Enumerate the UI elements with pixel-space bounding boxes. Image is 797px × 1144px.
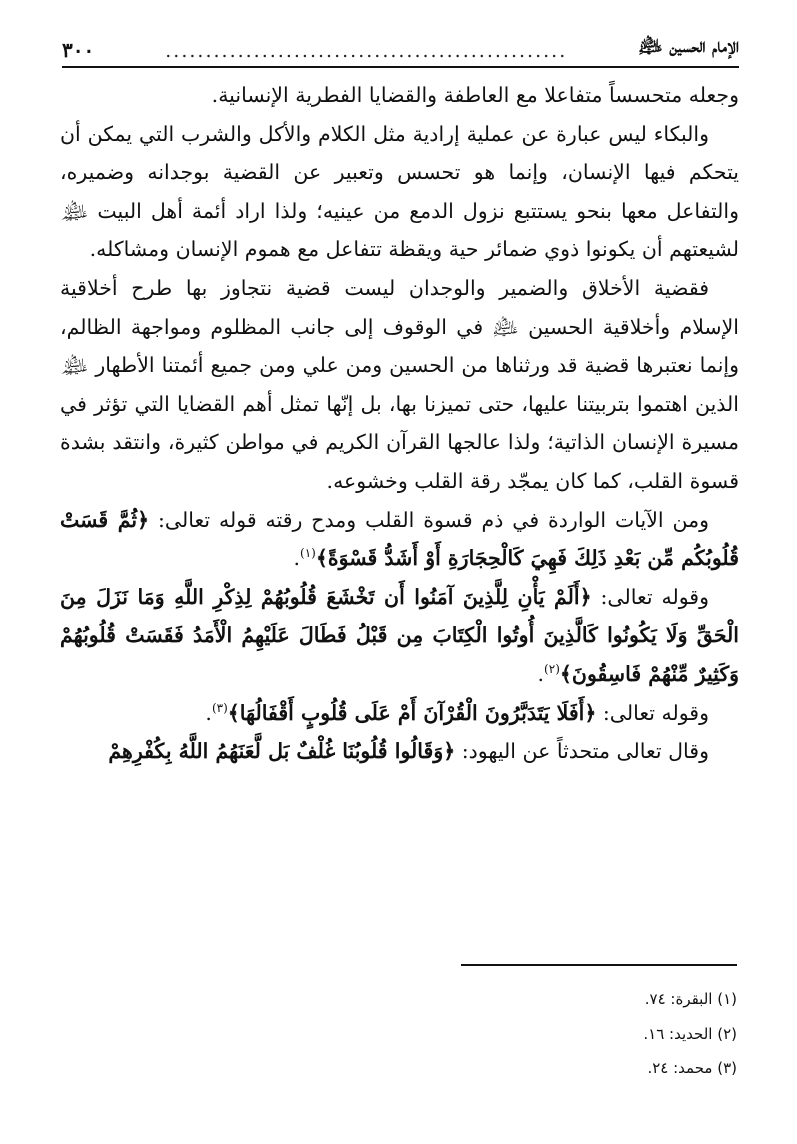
- verse-tail: .: [537, 661, 545, 686]
- paragraph: والبكاء ليس عبارة عن عملية إرادية مثل الكلام والأكل والشرب التي يمكن أن يتحكم فيها الإنسان، وإنما هو تحسس وتعبير عن القضية بوجدانه وضميره، والتفاعل معها بنحو يستتبع نزول الدمع من عينيه؛ ولذا اراد أئمة أهل البيت ﵈ لشيعتهم أن يكونوا ذوي ضمائر حية ويقظة تتفاعل مع هموم الإنسان ومشاكله.: [60, 121, 739, 262]
- footnote: (٣) محمد: ٢٤.: [647, 1059, 737, 1077]
- footnote: (٢) الحديد: ١٦.: [643, 1024, 737, 1043]
- verse-paragraph: [60, 732, 739, 771]
- quran-verse: ﴿وَقَالُوا قُلُوبُنَا غُلْفٌ بَل لَّعَنَهُمُ اللَّهُ بِكُفْرِهِمْ: [108, 739, 456, 764]
- footnotes: [60, 982, 737, 1086]
- verse-tail: .: [293, 546, 301, 571]
- verse-intro: ومن الآيات الواردة في ذم قسوة القلب ومدح رقته قوله تعالى:: [149, 507, 709, 532]
- footnote-divider: [461, 964, 737, 966]
- verse-paragraph: [60, 578, 739, 694]
- quran-verse: ﴿ثُمَّ قَسَتْ قُلُوبُكُم مِّن بَعْدِ ذَلِكَ فَهِيَ كَالْحِجَارَةِ أَوْ أَشَدُّ قَسْوَةً﴾: [60, 507, 739, 571]
- main-text: [60, 76, 739, 771]
- quran-verse: ﴿أَلَمْ يَأْنِ لِلَّذِينَ آمَنُوا أَن تَخْشَعَ قُلُوبُهُمْ لِذِكْرِ اللَّهِ وَمَا نَزَلَ مِنَ الْحَقِّ وَلَا يَكُونُوا كَالَّذِينَ أُوتُوا الْكِتَابَ مِن قَبْلُ فَطَالَ عَلَيْهِمُ الْأَمَدُ فَقَسَتْ قُلُوبُهُمْ وَكَثِيرٌ مِّنْهُمْ فَاسِقُونَ﴾: [60, 584, 739, 686]
- verse-tail: .: [205, 700, 212, 725]
- verse-intro: وقال تعالى متحدثاً عن اليهود:: [455, 739, 709, 764]
- header-leader-dots: ..................................................: [165, 40, 568, 62]
- verse-intro: وقوله تعالى:: [591, 584, 709, 609]
- verse-paragraph: [60, 501, 739, 578]
- paragraph: وجعله متحسساً متفاعلا مع العاطفة والقضايا الفطرية الإنسانية.: [211, 83, 739, 107]
- header-divider: [62, 66, 739, 68]
- footnote: (١) البقرة: ٧٤.: [644, 990, 737, 1008]
- quran-verse: ﴿أَفَلَا يَتَدَبَّرُونَ الْقُرْآنَ أَمْ عَلَى قُلُوبٍ أَقْفَالُهَا﴾: [227, 700, 597, 725]
- paragraph: فقضية الأخلاق والضمير والوجدان ليست قضية نتجاوز بها طرح أخلاقية الإسلام وأخلاقية الحسين ﵇ في الوقوف إلى جانب المظلوم ومواجهة الظالم، وإنما نعتبرها قضية قد ورثناها من الحسين ومن علي ومن جميع أئمتنا الأطهار ﵈ الذين اهتموا بتربيتنا عليها، حتى تميزنا بها، بل إنّها تمثل أهم القضايا التي تؤثر في مسيرة الإنسان الذاتية؛ ولذا عالجها القرآن الكريم في مواطن كثيرة، وانتقد بشدة قسوة القلب، كما كان يمجّد رقة القلب وخشوعه.: [60, 275, 739, 493]
- verse-paragraph: [60, 694, 739, 733]
- footnote-reference: (٢): [544, 662, 560, 677]
- footnote-reference: (٣): [211, 700, 228, 715]
- verse-intro: وقوله تعالى:: [596, 700, 709, 725]
- header-title: الإمام الحسين ﵇: [638, 35, 739, 57]
- footnote-reference: (١): [300, 546, 316, 561]
- page-number: ٣٠٠: [62, 38, 95, 62]
- running-header: [62, 28, 739, 62]
